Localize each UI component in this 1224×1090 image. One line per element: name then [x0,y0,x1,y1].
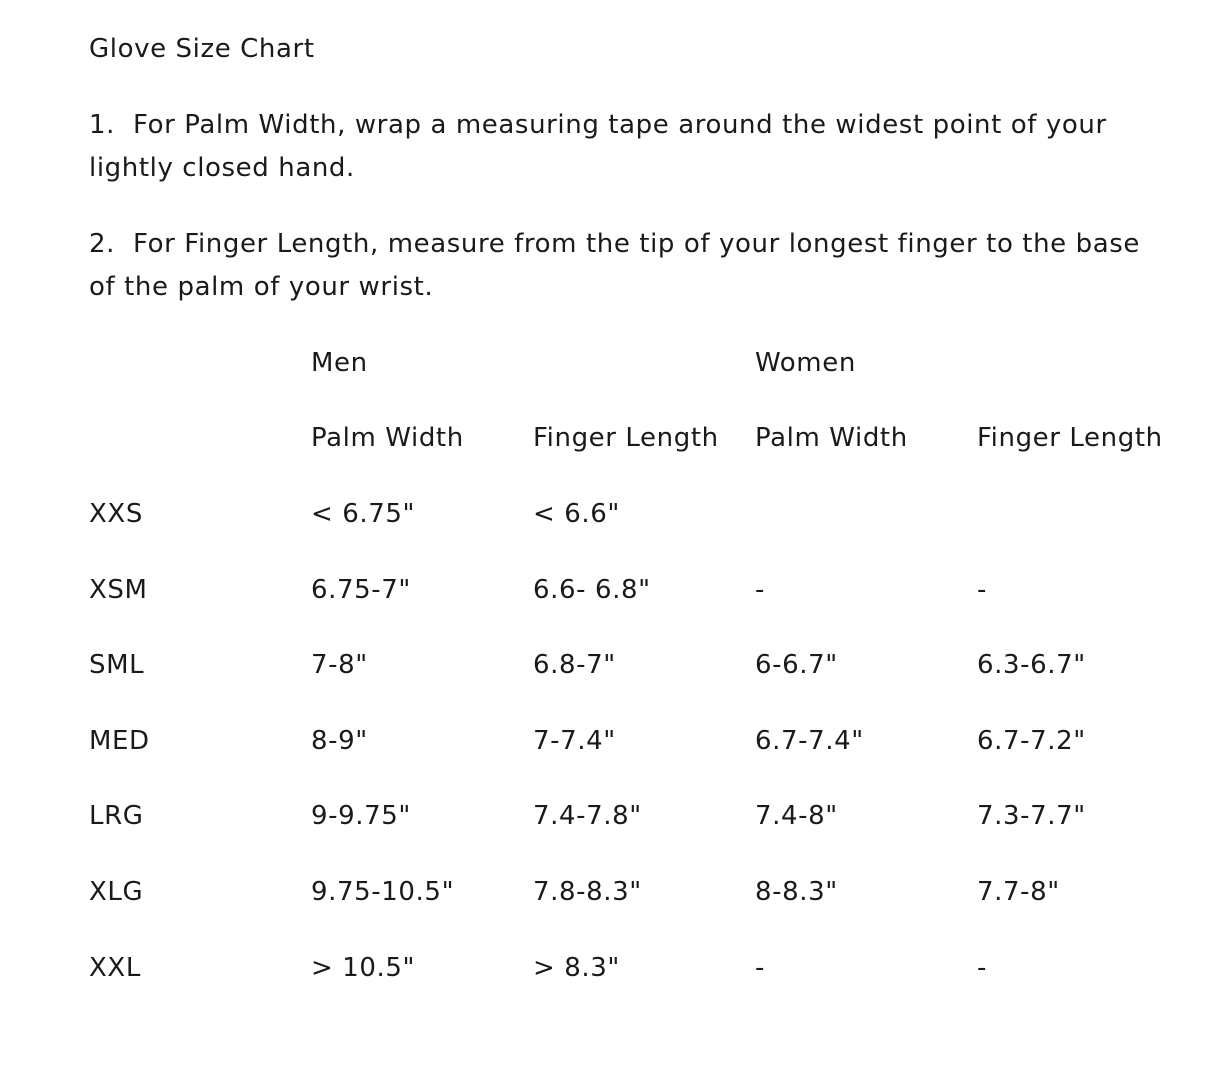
table-row [89,552,1177,628]
table-cell: 8-8.3" [755,876,838,907]
table-cell: 6.75-7" [311,574,411,605]
table-cell: < 6.6" [533,498,620,529]
column-header-cell: Palm Width [311,423,464,454]
size-label-cell: XSM [89,574,148,605]
table-cell: 8-9" [311,725,368,756]
table-cell: 6.7-7.2" [977,725,1086,756]
group-header-cell [533,325,755,401]
table-row [89,703,1177,779]
table-cell: 7.4-7.8" [533,801,642,832]
table-cell: 9.75-10.5" [311,876,455,907]
size-label-cell: XXL [89,952,141,983]
instruction-text: For Palm Width, wrap a measuring tape around the widest point of your lightly closed hand. [89,110,1107,183]
table-cell: > 8.3" [533,952,620,983]
table-cell: 6.8-7" [533,650,616,681]
table-cell: 6-6.7" [755,650,838,681]
size-label-cell: XLG [89,876,144,907]
table-cell: > 10.5" [311,952,416,983]
column-header-row [89,401,1177,477]
table-cell [755,476,977,552]
table-cell: 7.7-8" [977,876,1060,907]
instruction-finger-length [89,223,1159,309]
table-cell: 6.6- 6.8" [533,574,651,605]
instruction-number: 2. [89,229,116,259]
table-cell: 7.8-8.3" [533,876,642,907]
instruction-palm-width [89,104,1159,190]
size-label-cell: MED [89,725,150,756]
instruction-number: 1. [89,110,116,140]
table-row [89,930,1177,1006]
size-label-cell: LRG [89,801,144,832]
column-header-cell: Finger Length [533,423,719,454]
table-row [89,476,1177,552]
group-header-women: Women [755,347,856,378]
table-cell: < 6.75" [311,498,416,529]
size-label-cell: SML [89,650,145,681]
table-cell: 7.4-8" [755,801,838,832]
table-row [89,779,1177,855]
table-cell: - [755,952,765,983]
page-title: Glove Size Chart [89,34,315,64]
table-cell: 7-8" [311,650,368,681]
table-cell: 7.3-7.7" [977,801,1086,832]
table-cell: 6.7-7.4" [755,725,864,756]
group-header-cell [89,325,311,401]
column-header-cell [89,401,311,477]
table-cell: 7-7.4" [533,725,616,756]
column-header-cell: Finger Length [977,423,1163,454]
group-header-men: Men [311,347,368,378]
table-row [89,854,1177,930]
table-row [89,627,1177,703]
group-header-row [89,325,1177,401]
size-guide [89,28,1159,309]
size-label-cell: XXS [89,498,143,529]
column-header-cell: Palm Width [755,423,908,454]
table-cell: 6.3-6.7" [977,650,1086,681]
instruction-text: For Finger Length, measure from the tip of your longest finger to the base of the palm of your wrist. [89,229,1141,302]
table-cell: - [977,574,987,605]
table-cell: - [977,952,987,983]
table-cell [977,476,1177,552]
size-table [89,325,1177,1005]
table-cell: - [755,574,765,605]
table-cell: 9-9.75" [311,801,411,832]
group-header-cell [977,325,1177,401]
